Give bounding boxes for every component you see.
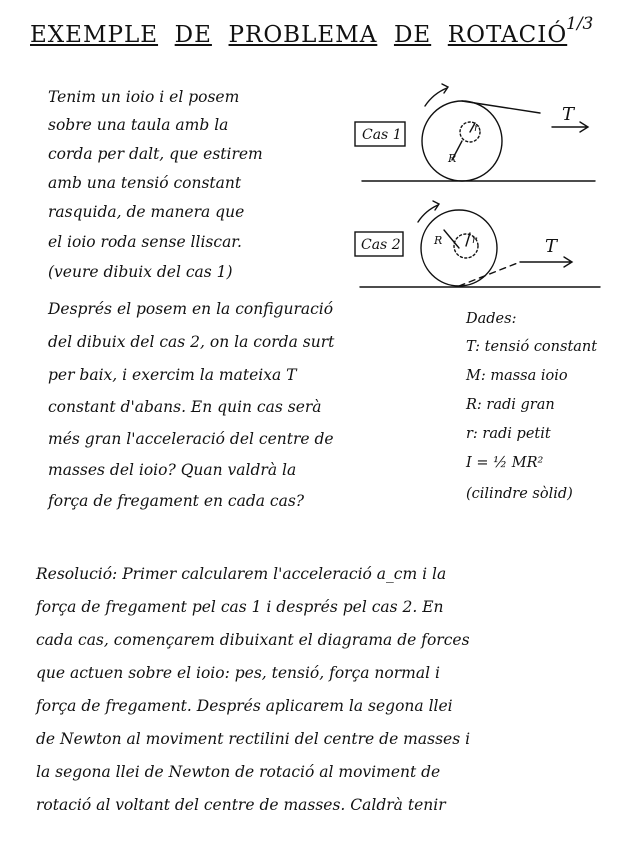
title-word-2: DE xyxy=(174,22,212,48)
resolution-line-2: força de fregament pel cas 1 i després pel cas 2. En xyxy=(36,598,444,616)
case2-tension-label: T xyxy=(545,236,558,257)
case2-rotation-arc xyxy=(418,205,438,222)
resolution-line-5: força de fregament. Després aplicarem la segona llei xyxy=(36,697,453,715)
case2-small-radius-line xyxy=(466,233,470,246)
question-line-5: més gran l'acceleració del centre de xyxy=(48,430,334,448)
question-line-1: Després el posem en la configuració xyxy=(48,300,334,318)
data-heading: Dades: xyxy=(466,311,517,327)
data-item-tension: T: tensió constant xyxy=(466,339,598,355)
data-item-solid-cylinder: (cilindre sòlid) xyxy=(466,486,573,502)
case1-rope xyxy=(462,101,540,113)
case1-r-label: r xyxy=(474,123,479,134)
question-line-4: constant d'abans. En quin cas serà xyxy=(48,398,322,416)
intro-line-7: (veure dibuix del cas 1) xyxy=(48,263,233,281)
intro-line-2: sobre una taula amb la xyxy=(48,116,229,134)
case2-rope xyxy=(459,262,520,286)
resolution-line-6: de Newton al moviment rectilini del centre de masses i xyxy=(36,730,471,748)
data-item-mass: M: massa ioio xyxy=(466,368,568,384)
title-word-1: EXEMPLE xyxy=(30,22,159,48)
title-word-3: PROBLEMA xyxy=(228,22,378,48)
question-line-3: per baix, i exercim la mateixa T xyxy=(48,366,297,384)
question-line-6: masses del ioio? Quan valdrà la xyxy=(48,461,297,479)
case1-R-label: R xyxy=(448,152,457,165)
case2-r-label: r xyxy=(472,235,477,246)
intro-line-1: Tenim un ioio i el posem xyxy=(48,88,240,106)
case1-label: Cas 1 xyxy=(362,127,402,143)
case2-R-label: R xyxy=(434,234,443,247)
intro-line-3: corda per dalt, que estirem xyxy=(48,145,263,163)
resolution-line-4: que actuen sobre el ioio: pes, tensió, força normal i xyxy=(36,664,440,682)
case2-label: Cas 2 xyxy=(361,237,401,253)
intro-line-4: amb una tensió constant xyxy=(48,174,242,192)
case2-tension-arrow xyxy=(520,257,572,267)
data-item-small-radius: r: radi petit xyxy=(466,426,551,442)
resolution-line-8: rotació al voltant del centre de masses. Caldrà tenir xyxy=(36,796,446,814)
question-line-2: del dibuix del cas 2, on la corda surt xyxy=(48,333,335,351)
intro-line-6: el ioio roda sense lliscar. xyxy=(48,233,242,251)
resolution-line-3: cada cas, començarem dibuixant el diagrama de forces xyxy=(36,631,470,649)
data-item-big-radius: R: radi gran xyxy=(466,397,555,413)
title-word-4: DE xyxy=(393,22,432,48)
resolution-line-7: la segona llei de Newton de rotació al moviment de xyxy=(36,763,441,781)
title-word-5: ROTACIÓ xyxy=(447,22,568,48)
data-item-inertia: I = ½ MR² xyxy=(466,455,544,471)
case1-tension-label: T xyxy=(562,104,575,125)
page-number: 1/3 xyxy=(566,14,594,34)
intro-line-5: rasquida, de manera que xyxy=(48,203,245,221)
case1-rotation-arc xyxy=(425,88,447,106)
resolution-line-1: Resolució: Primer calcularem l'acceleració a_cm i la xyxy=(36,565,447,583)
question-line-7: força de fregament en cada cas? xyxy=(48,492,305,510)
